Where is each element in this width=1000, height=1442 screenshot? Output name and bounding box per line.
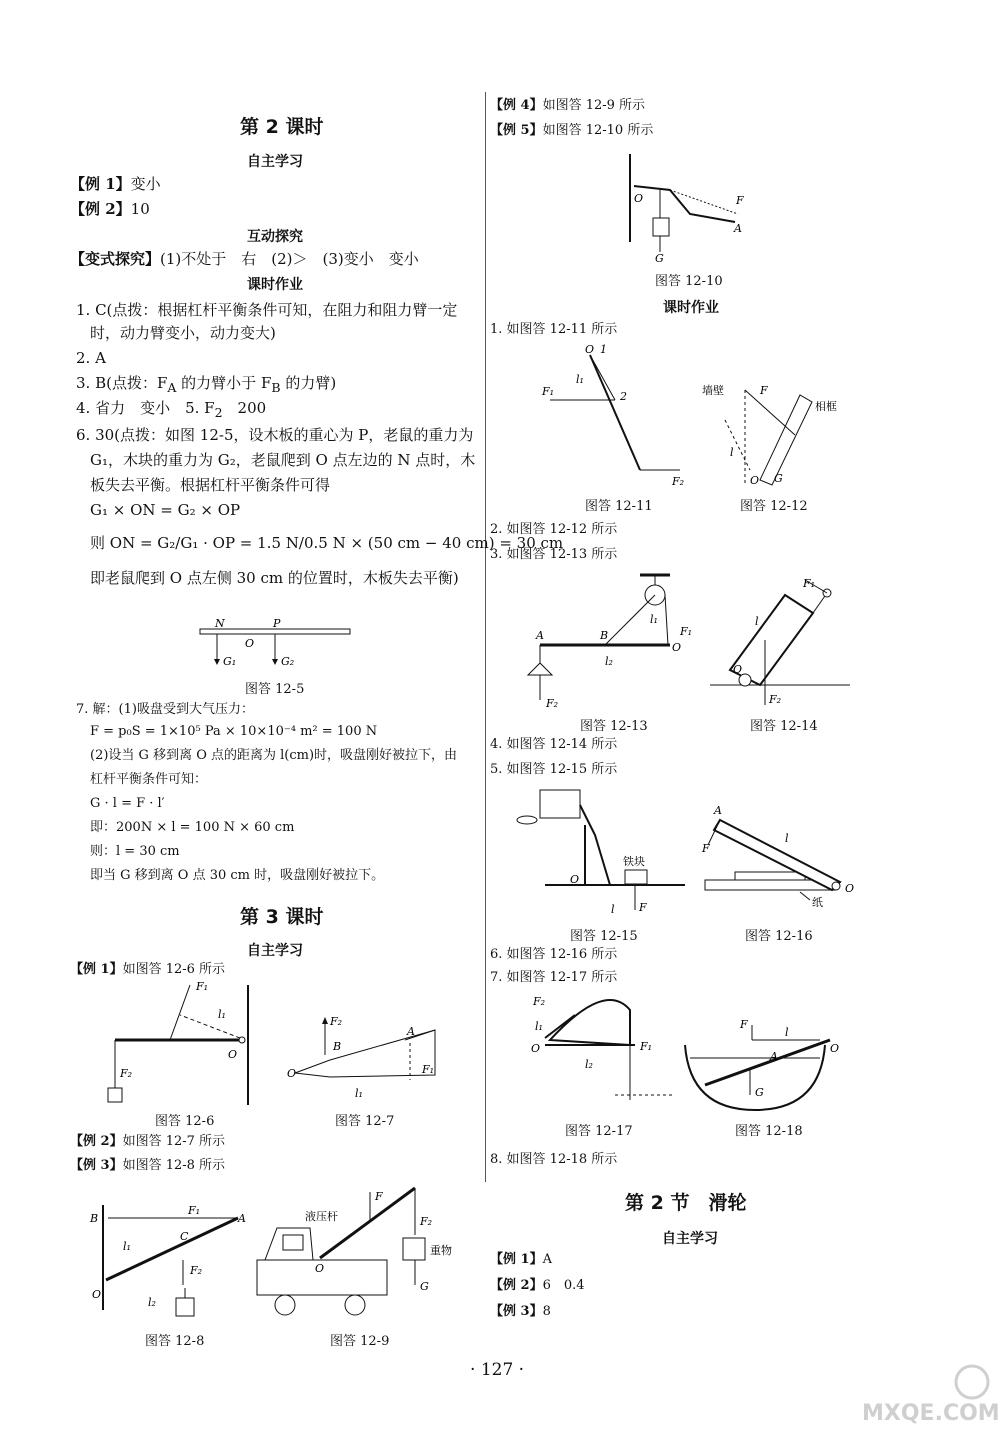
column-divider	[485, 92, 486, 1182]
svg-text:O: O	[733, 663, 743, 676]
figure-12-5	[195, 615, 355, 675]
svg-text:F₁: F₁	[542, 385, 555, 398]
figure-caption: 图答 12-17	[565, 1124, 633, 1139]
svg-text:F₁: F₁	[803, 577, 816, 590]
example-line: 【例 1】如图答 12-6 所示	[70, 962, 226, 977]
example-line: 【例 1】变小	[70, 175, 161, 193]
answer-line: G₁，木块的重力为 G₂，老鼠爬到 O 点左边的 N 点时，木	[90, 451, 476, 469]
figure-caption: 图答 12-13	[580, 719, 648, 734]
answer-line: 杠杆平衡条件可知：	[90, 772, 208, 787]
example-line: 【例 2】10	[70, 200, 150, 218]
svg-text:O: O	[315, 1262, 325, 1275]
section-title: 第 2 节 滑轮	[625, 1192, 747, 1214]
svg-text:B: B	[90, 1212, 99, 1225]
answer-line: 6. 30(点拨：如图 12-5，设木板的重心为 P，老鼠的重力为	[76, 426, 474, 444]
svg-text:A: A	[734, 222, 742, 235]
svg-text:l₁: l₁	[218, 1008, 226, 1021]
figure-caption: 图答 12-6	[155, 1114, 215, 1129]
equation-line: 则 ON = G₂/G₁ · OP = 1.5 N/0.5 N × (50 cm − 40 cm) = 30 cm	[90, 534, 564, 552]
svg-text:G₂: G₂	[281, 655, 295, 668]
figure-caption: 图答 12-18	[735, 1124, 803, 1139]
figure-12-14	[705, 575, 855, 710]
figure-12-11	[540, 345, 690, 490]
svg-text:G: G	[420, 1280, 429, 1293]
answer-line: 即：200N × l = 100 N × 60 cm	[90, 820, 295, 835]
svg-text:l₁: l₁	[650, 613, 658, 626]
svg-text:C: C	[180, 1230, 189, 1243]
figure-12-18	[680, 1000, 850, 1120]
figure-12-6	[100, 980, 270, 1110]
svg-text:墙壁: 墙壁	[702, 384, 724, 397]
answer-line: 2. 如图答 12-12 所示	[490, 522, 618, 537]
svg-text:O: O	[570, 873, 580, 886]
figure-12-9	[255, 1180, 470, 1325]
svg-text:F₂: F₂	[120, 1067, 133, 1080]
subsection-title: 自主学习	[247, 943, 303, 959]
svg-text:F: F	[639, 901, 647, 914]
svg-text:O: O	[845, 882, 855, 895]
svg-text:2: 2	[620, 390, 627, 403]
figure-caption: 图答 12-12	[740, 499, 808, 514]
example-line: 【例 3】如图答 12-8 所示	[70, 1158, 226, 1173]
svg-text:G₁: G₁	[223, 655, 237, 668]
svg-text:F: F	[740, 1018, 748, 1031]
example-line: 【例 2】如图答 12-7 所示	[70, 1134, 226, 1149]
svg-text:A: A	[238, 1212, 246, 1225]
answer-line: 6. 如图答 12-16 所示	[490, 947, 618, 962]
svg-text:G: G	[755, 1086, 764, 1099]
figure-12-16	[700, 800, 860, 910]
figure-12-8	[88, 1200, 258, 1325]
svg-text:F₁: F₁	[680, 625, 693, 638]
svg-text:液压杆: 液压杆	[305, 1210, 338, 1223]
answer-line: 7. 如图答 12-17 所示	[490, 970, 618, 985]
svg-text:F₂: F₂	[769, 693, 782, 706]
svg-text:O: O	[750, 474, 760, 487]
answer-line: 即老鼠爬到 O 点左侧 30 cm 的位置时，木板失去平衡)	[90, 569, 459, 587]
answer-line: 1. 如图答 12-11 所示	[490, 322, 618, 337]
answer-line: (2)设当 G 移到离 O 点的距离为 l(cm)时，吸盘刚好被拉下，由	[90, 748, 458, 763]
svg-text:F₁: F₁	[640, 1040, 653, 1053]
svg-text:B: B	[333, 1040, 342, 1053]
svg-text:F₂: F₂	[190, 1264, 203, 1277]
svg-text:l: l	[611, 903, 615, 916]
svg-text:N: N	[215, 617, 225, 630]
answer-line: 5. 如图答 12-15 所示	[490, 762, 618, 777]
svg-text:1: 1	[600, 343, 607, 356]
svg-text:O: O	[228, 1048, 238, 1061]
svg-text:O: O	[287, 1067, 297, 1080]
figure-caption: 图答 12-10	[655, 274, 723, 289]
answer-line: 4. 省力 变小 5. $F_2$ 200	[76, 399, 267, 420]
svg-text:F₁: F₁	[196, 980, 209, 993]
answer-line: 3. 如图答 12-13 所示	[490, 547, 618, 562]
example-line: 【例 2】6 0.4	[490, 1278, 585, 1293]
answer-line: 7. 解：(1)吸盘受到大气压力：	[76, 702, 254, 717]
svg-text:l: l	[755, 615, 759, 628]
figure-12-17	[525, 990, 685, 1115]
figure-12-10	[620, 152, 760, 267]
subsection-title: 互动探究	[247, 229, 303, 245]
figure-caption: 图答 12-11	[585, 499, 653, 514]
svg-text:l₂: l₂	[148, 1296, 156, 1309]
svg-text:G: G	[655, 252, 664, 265]
svg-text:A: A	[536, 629, 544, 642]
svg-text:G: G	[774, 472, 783, 485]
svg-text:F₂: F₂	[533, 995, 546, 1008]
variant-line: 【变式探究】(1)不处于 右 (2)＞ (3)变小 变小	[70, 250, 419, 268]
equation-line: G₁ × ON = G₂ × OP	[90, 501, 241, 519]
watermark-logo	[860, 1360, 1000, 1430]
svg-text:O: O	[672, 641, 682, 654]
svg-text:B: B	[600, 629, 609, 642]
figure-12-15	[515, 785, 690, 920]
svg-text:l: l	[785, 832, 789, 845]
subsection-title: 自主学习	[662, 1231, 718, 1247]
svg-text:l₁: l₁	[535, 1020, 543, 1033]
svg-text:F₁: F₁	[188, 1204, 201, 1217]
example-line: 【例 4】如图答 12-9 所示	[490, 98, 646, 113]
subsection-title: 自主学习	[247, 154, 303, 170]
svg-text:A: A	[714, 804, 722, 817]
answer-line: 1. C(点拨：根据杠杆平衡条件可知，在阻力和阻力臂一定	[76, 301, 458, 319]
example-line: 【例 5】如图答 12-10 所示	[490, 123, 654, 138]
svg-text:A: A	[770, 1050, 778, 1063]
svg-text:F: F	[760, 384, 768, 397]
svg-text:F: F	[702, 842, 710, 855]
svg-text:F₂: F₂	[546, 697, 559, 710]
svg-text:O: O	[634, 192, 644, 205]
section-title: 第 3 课时	[240, 906, 324, 928]
answer-line: 时，动力臂变小，动力变大)	[90, 324, 276, 342]
svg-text:l₂: l₂	[605, 655, 613, 668]
svg-text:l₁: l₁	[123, 1240, 131, 1253]
svg-text:l₂: l₂	[585, 1058, 593, 1071]
svg-text:O: O	[830, 1042, 840, 1055]
subsection-title: 课时作业	[663, 300, 719, 316]
figure-caption: 图答 12-5	[245, 682, 305, 697]
section-title: 第 2 课时	[240, 116, 324, 138]
figure-caption: 图答 12-7	[335, 1114, 395, 1129]
svg-text:F₁: F₁	[422, 1063, 435, 1076]
svg-text:O: O	[92, 1288, 102, 1301]
figure-12-13	[520, 575, 700, 710]
svg-text:F₂: F₂	[330, 1015, 343, 1028]
answer-line: 4. 如图答 12-14 所示	[490, 737, 618, 752]
svg-text:P: P	[273, 617, 281, 630]
answer-line: 即当 G 移到离 O 点 30 cm 时，吸盘刚好被拉下。	[90, 868, 385, 883]
svg-text:O: O	[585, 343, 595, 356]
figure-caption: 图答 12-16	[745, 929, 813, 944]
svg-text:F₂: F₂	[420, 1215, 433, 1228]
answer-line: 2. A	[76, 349, 106, 367]
answer-line: 则：l = 30 cm	[90, 844, 180, 859]
page-number: · 127 ·	[470, 1360, 525, 1380]
example-line: 【例 1】A	[490, 1252, 552, 1267]
figure-12-12	[700, 380, 840, 490]
svg-text:相框: 相框	[815, 400, 837, 413]
svg-text:纸: 纸	[812, 896, 823, 909]
svg-text:F: F	[736, 194, 744, 207]
answer-line: 3. B(点拨：$F_A$ 的力臂小于 $F_B$ 的力臂)	[76, 374, 337, 395]
example-line: 【例 3】8	[490, 1304, 551, 1319]
svg-text:铁块: 铁块	[623, 855, 645, 868]
figure-12-7	[285, 1005, 450, 1105]
svg-text:O: O	[531, 1042, 541, 1055]
answer-line: 8. 如图答 12-18 所示	[490, 1152, 618, 1167]
figure-caption: 图答 12-8	[145, 1334, 205, 1349]
svg-text:l: l	[730, 446, 734, 459]
svg-text:l: l	[785, 1026, 789, 1039]
svg-text:l₁: l₁	[355, 1087, 363, 1100]
svg-text:O: O	[245, 637, 255, 650]
answer-line: 板失去平衡。根据杠杆平衡条件可得	[90, 476, 331, 494]
figure-caption: 图答 12-14	[750, 719, 818, 734]
svg-text:F₂: F₂	[672, 475, 685, 488]
svg-text:F: F	[375, 1190, 383, 1203]
subsection-title: 课时作业	[247, 277, 303, 293]
svg-text:重物: 重物	[430, 1244, 452, 1257]
answer-line: F = p₀S = 1×10⁵ Pa × 10×10⁻⁴ m² = 100 N	[90, 724, 378, 739]
svg-text:A: A	[407, 1025, 415, 1038]
svg-text:l₁: l₁	[576, 373, 584, 386]
svg-text:MXQE.COM: MXQE.COM	[862, 1401, 1000, 1426]
figure-caption: 图答 12-9	[330, 1334, 390, 1349]
answer-line: G · l = F · l′	[90, 796, 165, 811]
figure-caption: 图答 12-15	[570, 929, 638, 944]
